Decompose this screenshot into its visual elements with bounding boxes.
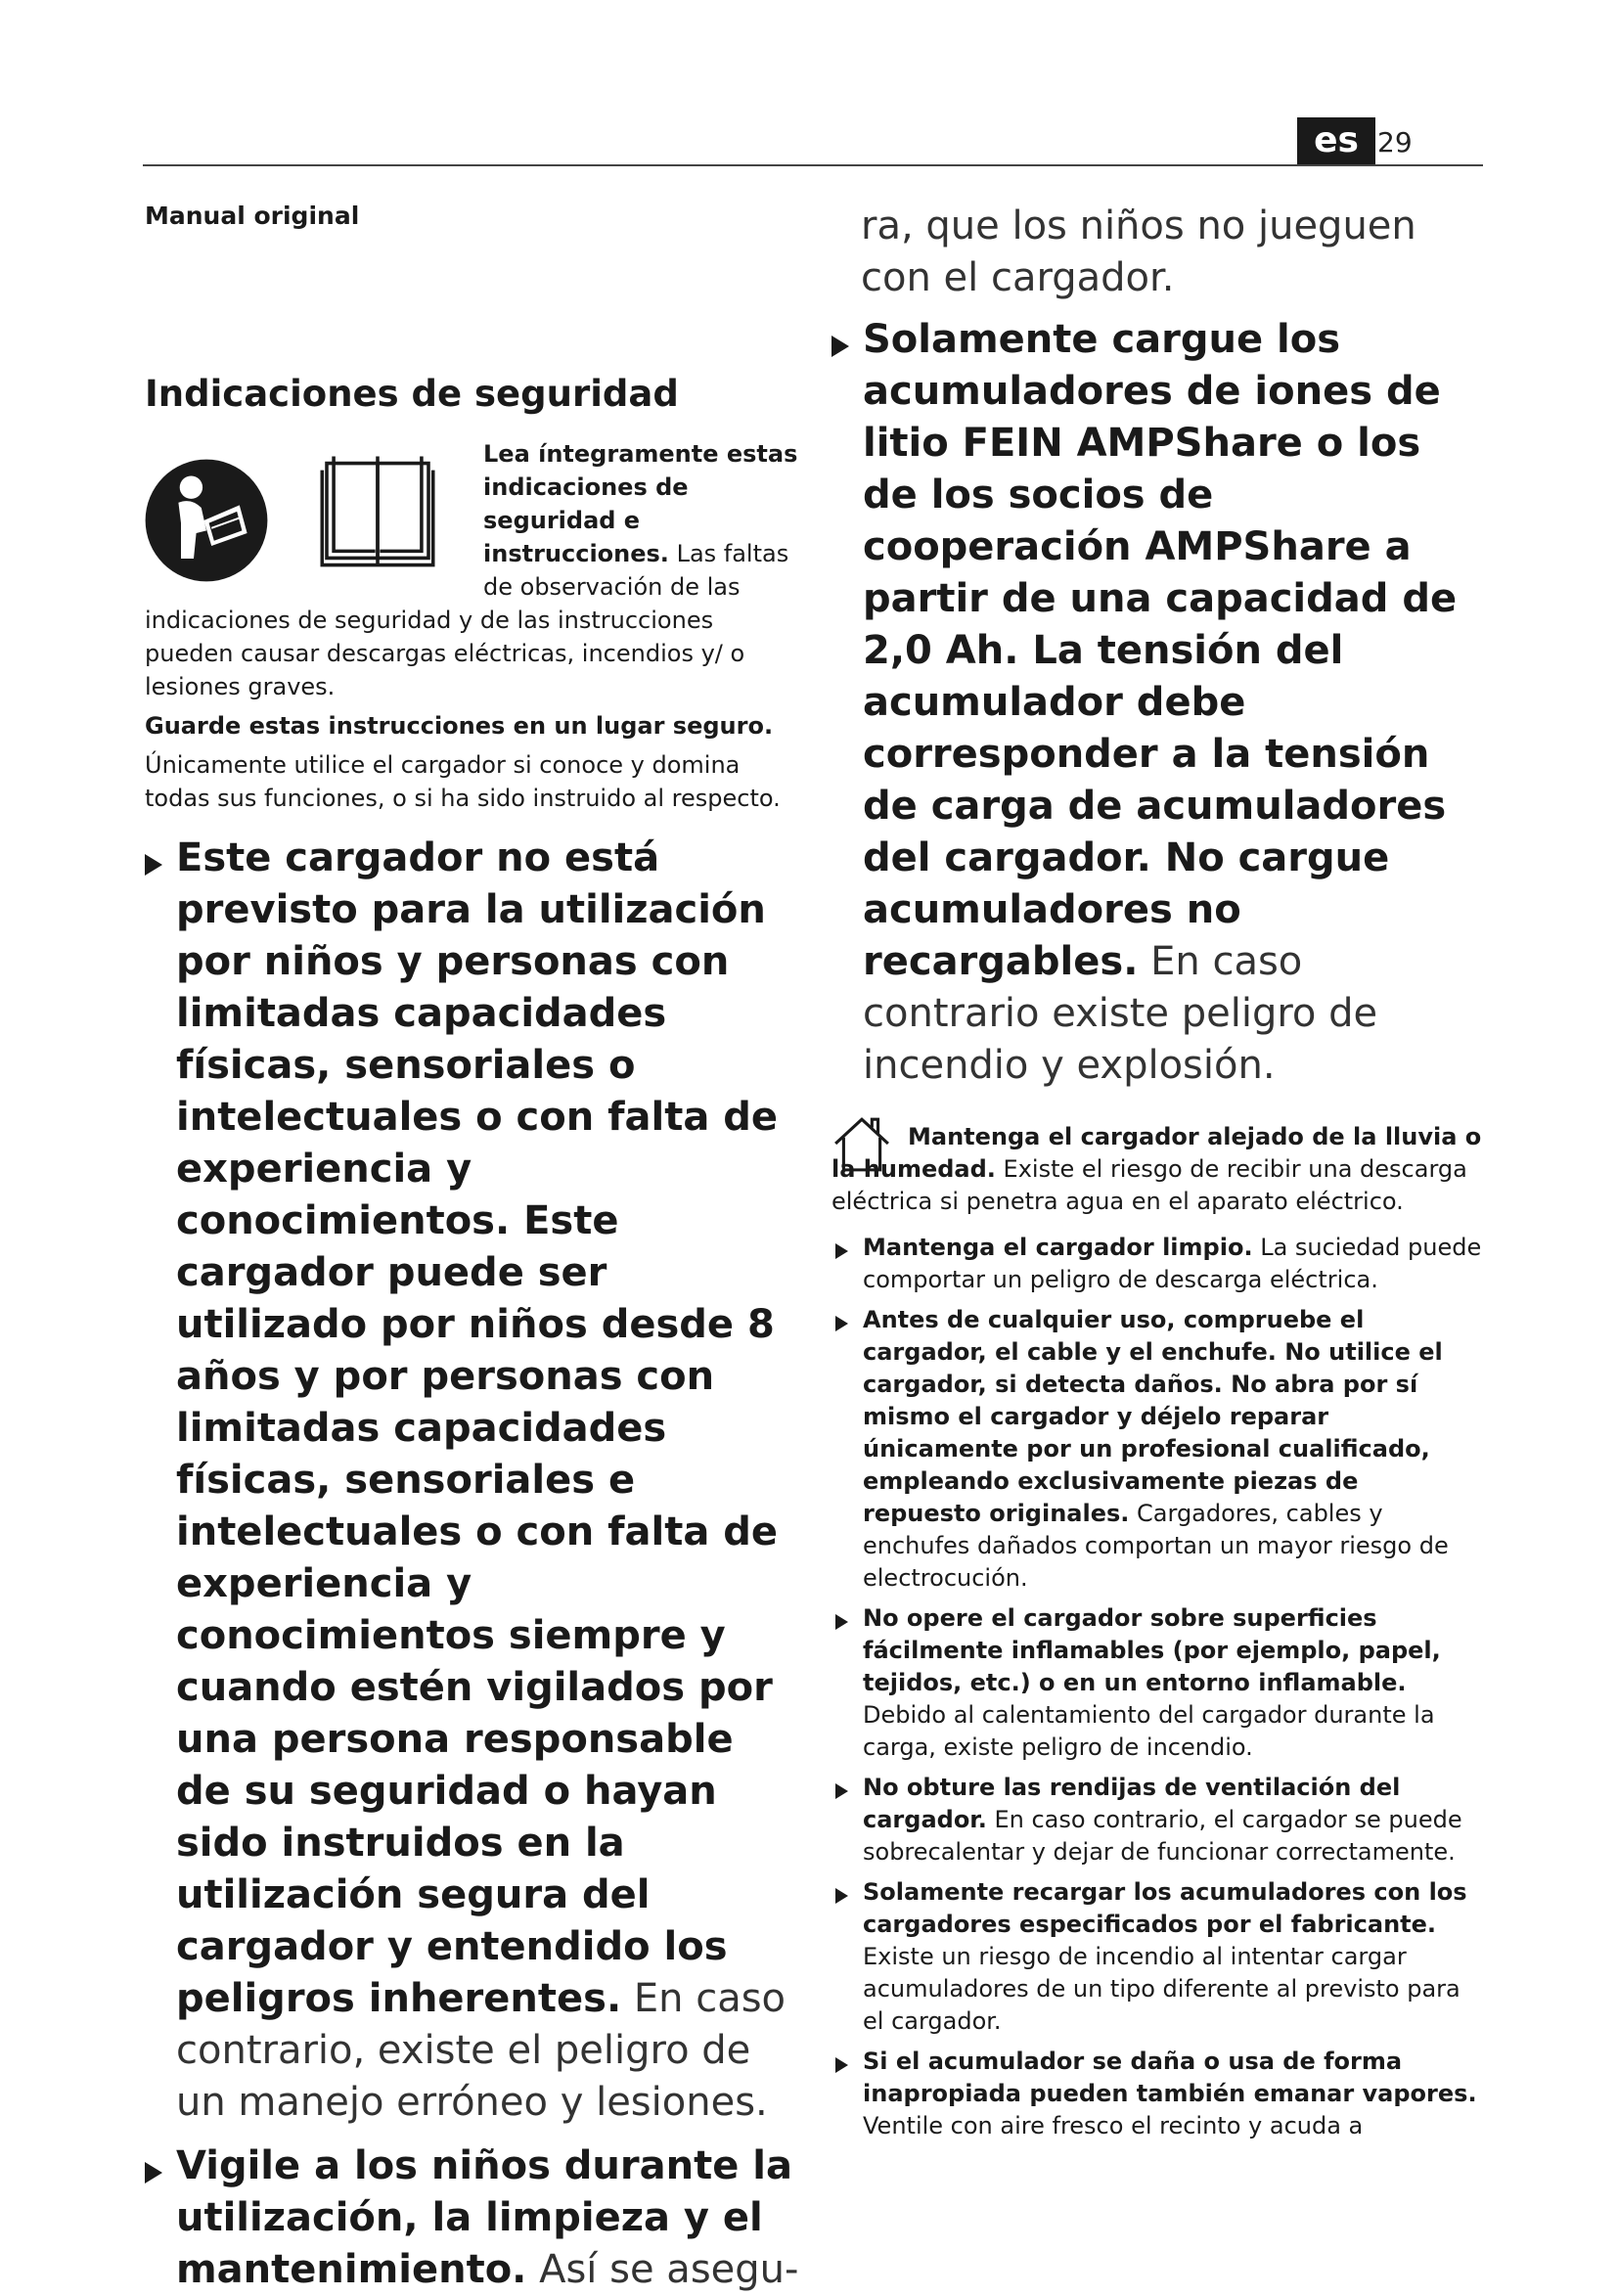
lead-bold: Lea íntegramente estas indicaciones de seguridad e instrucciones. xyxy=(483,440,798,567)
list-item xyxy=(831,314,1483,1092)
item3-rest: En caso contrario existe peligro de incendio y explosión. xyxy=(863,939,1378,1088)
bullet-triangle-icon xyxy=(145,854,162,876)
list-item xyxy=(145,2140,800,2296)
rain-bold: Mantenga el cargador alejado de la lluvia o la humedad. xyxy=(831,1123,1482,1183)
right-column xyxy=(831,191,1483,2142)
lead-rest: Las faltas de observación de las indicaciones de seguridad y de las instrucciones pueden causar descargas eléctricas, incendios y/ o lesiones graves. xyxy=(145,540,789,700)
bullet-triangle-icon xyxy=(835,1614,848,1630)
item2-rest: Así se asegu- xyxy=(526,2247,799,2292)
rain-rest: Existe el riesgo de recibir una descarga eléctrica si penetra agua en el aparato eléctrico. xyxy=(831,1155,1467,1215)
item1-bold: Este cargador no está previsto para la utilización por niños y personas con limitadas capacidades físicas, sensoriales o intelectuales o con falta de experiencia y conocimientos. Este cargador puede ser utilizado por niños desde 8 años y por personas con limitadas capacidades físicas, sensoriales e intelectuales o con falta de experiencia y conocimientos siempre y cuando estén vigilados por una persona responsable de su seguridad o hayan sido instruidos en la utilización segura del cargador y entendido los peligros inherentes. xyxy=(176,835,779,2021)
bullet-triangle-icon xyxy=(831,336,849,357)
list-item: Si el acumulador se daña o usa de forma inapropiada pueden también emanar vapores. Ventile con aire fresco el recinto y acuda a xyxy=(831,2046,1483,2142)
list-item: No opere el cargador sobre superficies fácilmente inflamables (por ejemplo, papel, tejidos, etc.) o en un entorno inflamable. Debido al calentamiento del cargador durante la carga, existe peligro de incendio. xyxy=(831,1602,1483,1764)
indoor-use-house-icon xyxy=(831,1113,892,1174)
bullet-triangle-icon xyxy=(145,2162,162,2183)
warning-icons xyxy=(143,447,475,594)
book-icon xyxy=(319,447,436,574)
keep-instructions xyxy=(145,709,800,743)
item2-bold: Vigile a los niños durante la utilización, la limpieza y el mantenimiento. xyxy=(176,2143,792,2292)
item3-bold: Solamente cargue los acumuladores de iones de litio FEIN AMPShare o los de los socios de cooperación AMPShare a partir de una capacidad de 2,0 Ah. La tensión del acumulador debe corresponder a la tensión de carga de acumuladores del cargador. No cargue acumuladores no recargables. xyxy=(863,317,1458,984)
bullet-triangle-icon xyxy=(835,1243,848,1259)
header-rule xyxy=(143,164,1483,166)
list-item: No obture las rendijas de ventilación del cargador. En caso contrario, el cargador se puede sobrecalentar y dejar de funcionar correctamente. xyxy=(831,1772,1483,1868)
left-column xyxy=(145,191,800,2296)
language-badge: es xyxy=(1297,117,1375,164)
rain-warning xyxy=(831,1121,1483,1218)
continued-text: ra, que los niños no jueguen con el cargador. xyxy=(861,203,1416,300)
lead-paragraph xyxy=(145,437,800,703)
read-manual-icon xyxy=(143,457,270,584)
only-use-paragraph: Únicamente utilice el cargador si conoce y domina todas sus funciones, o si ha sido instruido al respecto. xyxy=(145,751,781,812)
bullet-triangle-icon xyxy=(835,1783,848,1799)
bullet-triangle-icon xyxy=(835,1888,848,1904)
page-number: 29 xyxy=(1377,126,1413,158)
list-item: Mantenga el cargador limpio. La suciedad puede comportar un peligro de descarga eléctrica. xyxy=(831,1232,1483,1296)
list-item xyxy=(145,833,800,2129)
bullet-triangle-icon xyxy=(835,1316,848,1331)
list-item: Antes de cualquier uso, compruebe el cargador, el cable y el enchufe. No utilice el cargador, si detecta daños. No abra por sí mismo el cargador y déjelo reparar únicamente por un profesional cualificado, empleando exclusivamente piezas de repuesto originales. Cargadores, cables y enchufes dañados comportan un mayor riesgo de electrocución. xyxy=(831,1304,1483,1595)
keep-bold: Guarde estas instrucciones en un lugar seguro. xyxy=(145,712,774,740)
section-title: Indicaciones de seguridad xyxy=(145,373,679,415)
manual-original-label: Manual original xyxy=(145,202,360,230)
list-item: Solamente recargar los acumuladores con los cargadores especificados por el fabricante. Existe un riesgo de incendio al intentar cargar acumuladores de un tipo diferente al previsto para el cargador. xyxy=(831,1876,1483,2038)
bullet-triangle-icon xyxy=(835,2057,848,2073)
item1-rest: En caso contrario, existe el peligro de un manejo erróneo y lesiones. xyxy=(176,1976,787,2125)
